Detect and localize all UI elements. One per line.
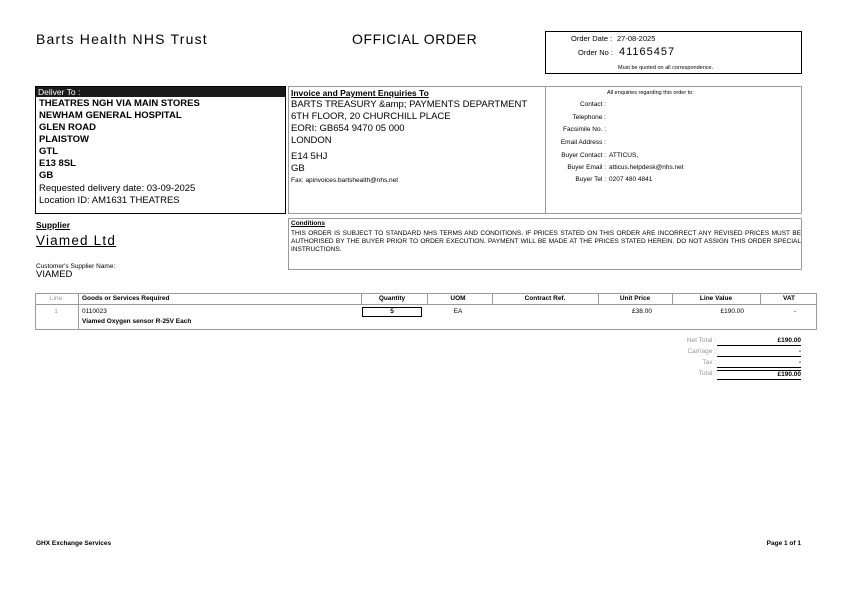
invoice-line: LONDON bbox=[291, 135, 332, 146]
deliver-line: PLAISTOW bbox=[39, 134, 89, 145]
col-header-line-value: Line Value bbox=[699, 295, 733, 302]
order-info-box bbox=[545, 31, 802, 74]
column-divider bbox=[492, 294, 493, 305]
row-quantity: 5 bbox=[362, 307, 422, 317]
row-unit-price: £38.00 bbox=[632, 308, 652, 315]
col-header-line: Line bbox=[49, 295, 63, 302]
col-header-contract: Contract Ref. bbox=[524, 295, 566, 302]
invoice-title: Invoice and Payment Enquiries To bbox=[291, 88, 429, 98]
enquiries-note: All enquiries regarding this order to: bbox=[607, 90, 694, 96]
col-header-quantity: Quantity bbox=[378, 295, 406, 302]
col-header-vat: VAT bbox=[782, 295, 796, 302]
carriage-value: - bbox=[717, 348, 801, 357]
column-divider bbox=[361, 294, 362, 305]
document-title: OFFICIAL ORDER bbox=[352, 31, 478, 47]
email-address-label: Email Address : bbox=[560, 139, 606, 146]
requested-delivery-date: Requested delivery date: 03-09-2025 bbox=[39, 183, 196, 194]
column-divider bbox=[427, 294, 428, 305]
row-uom: EA bbox=[453, 308, 463, 315]
col-header-unit-price: Unit Price bbox=[619, 295, 651, 302]
deliver-line: GLEN ROAD bbox=[39, 122, 96, 133]
buyer-email-label: Buyer Email : bbox=[567, 164, 606, 171]
telephone-label: Telephone : bbox=[572, 114, 606, 121]
trust-name: Barts Health NHS Trust bbox=[36, 31, 208, 47]
tax-label: Tax : bbox=[702, 359, 716, 366]
column-divider bbox=[672, 294, 673, 305]
row-item-code: 0110023 bbox=[82, 308, 107, 315]
order-date-value: 27-08-2025 bbox=[617, 34, 656, 43]
column-divider bbox=[760, 294, 761, 305]
table-header-row bbox=[36, 294, 816, 305]
deliver-to-header bbox=[36, 87, 285, 97]
contact-label: Contact : bbox=[579, 101, 606, 108]
col-header-goods: Goods or Services Required bbox=[82, 295, 170, 302]
deliver-line: GTL bbox=[39, 146, 58, 157]
invoice-line: 6TH FLOOR, 20 CHURCHILL PLACE bbox=[291, 111, 451, 122]
deliver-line: THEATRES NGH VIA MAIN STORES bbox=[39, 98, 200, 109]
row-item-description: Viamed Oxygen sensor R-25V Each bbox=[82, 318, 192, 325]
carriage-label: Carriage : bbox=[687, 348, 716, 355]
customer-supplier-name: VIAMED bbox=[36, 269, 73, 280]
column-divider bbox=[598, 294, 599, 305]
deliver-to-title: Deliver To : bbox=[38, 87, 81, 97]
buyer-tel-label: Buyer Tel : bbox=[575, 176, 606, 183]
invoice-postcode: E14 5HJ bbox=[291, 151, 328, 162]
quote-note: Must be quoted on all correspondence. bbox=[618, 65, 714, 71]
net-total-value: £190.00 bbox=[717, 337, 801, 346]
buyer-contact-label: Buyer Contact : bbox=[561, 152, 606, 159]
supplier-name: Viamed Ltd bbox=[36, 233, 117, 248]
invoice-fax: Fax: apinvoices.bartshealth@nhs.net bbox=[291, 177, 399, 184]
net-total-label: Net Total : bbox=[686, 337, 716, 344]
supplier-title: Supplier bbox=[36, 220, 71, 230]
deliver-to-box bbox=[35, 86, 286, 214]
conditions-title: Conditions bbox=[291, 220, 325, 227]
customer-supplier-label: Customer's Supplier Name: bbox=[36, 263, 116, 270]
table-row bbox=[36, 306, 816, 328]
deliver-line: E13 8SL bbox=[39, 158, 76, 169]
footer-page-number: Page 1 of 1 bbox=[766, 540, 801, 547]
total-label: Total : bbox=[698, 370, 716, 377]
footer-service: GHX Exchange Services bbox=[36, 540, 112, 547]
total-value: £190.00 bbox=[717, 370, 801, 380]
conditions-box bbox=[288, 218, 802, 270]
invoice-line: BARTS TREASURY &amp; PAYMENTS DEPARTMENT bbox=[291, 99, 528, 110]
row-line-number: 1 bbox=[54, 308, 58, 315]
buyer-tel-value: 0207 480 4841 bbox=[609, 176, 653, 183]
buyer-contact-value: ATTICUS, bbox=[609, 152, 639, 159]
tax-value: - bbox=[717, 359, 801, 368]
col-header-uom: UOM bbox=[450, 295, 466, 302]
location-id: Location ID: AM1631 THEATRES bbox=[39, 195, 180, 206]
facsimile-label: Facsimile No. : bbox=[563, 126, 606, 133]
buyer-email-value: atticus.helpdesk@nhs.net bbox=[609, 164, 684, 171]
line-items-table bbox=[35, 293, 817, 330]
invoice-country: GB bbox=[291, 163, 305, 174]
row-vat: - bbox=[793, 308, 797, 315]
order-no-label: Order No : bbox=[578, 48, 614, 57]
deliver-line: GB bbox=[39, 170, 54, 181]
invoice-line: EORI: GB654 9470 05 000 bbox=[291, 123, 405, 134]
conditions-text: THIS ORDER IS SUBJECT TO STANDARD NHS TERMS AND CONDITIONS. IF PRICES STATED ON THIS ORDER ARE INCORRECT ANY REVISED PRICES MUST BE AUTHORISED BY THE BUYER PRIOR TO ORDER EXECUTION. PAYMENT WILL BE MADE AT THE PRICES STATED HEREIN. DO NOT ASSIGN THIS ORDER SPECIAL INSTRUCTIONS. bbox=[291, 230, 801, 253]
invoice-enquiries-box bbox=[288, 86, 802, 214]
order-no-value: 41165457 bbox=[619, 46, 676, 58]
order-date-label: Order Date : bbox=[571, 34, 613, 43]
row-line-value: £190.00 bbox=[720, 308, 744, 315]
deliver-line: NEWHAM GENERAL HOSPITAL bbox=[39, 110, 182, 121]
